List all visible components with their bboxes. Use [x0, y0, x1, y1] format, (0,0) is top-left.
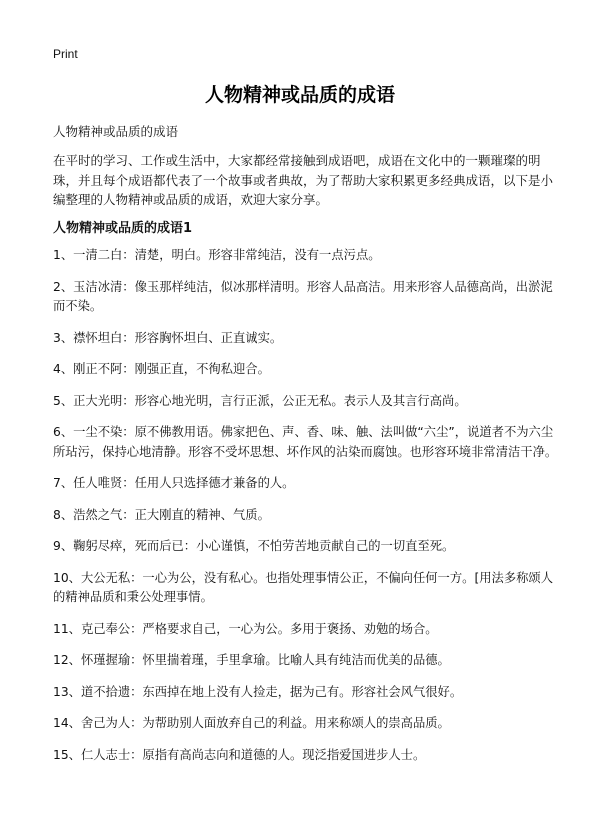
- idiom-entry-7: 7、任人唯贤：任用人只选择德才兼备的人。: [53, 476, 295, 490]
- idiom-entry-12: 12、怀瑾握瑜：怀里揣着瑾，手里拿瑜。比喻人具有纯洁而优美的品德。: [53, 653, 450, 667]
- idiom-entry-11: 11、克己奉公：严格要求自己，一心为公。多用于褒扬、劝勉的场合。: [53, 621, 438, 636]
- idiom-list: [53, 246, 558, 777]
- idiom-entry-1: 1、一清二白：清楚，明白。形容非常纯洁，没有一点污点。: [53, 248, 381, 262]
- page-title: 人物精神或品质的成语: [204, 84, 395, 106]
- idiom-entry-10: 10、大公无私：一心为公，没有私心。也指处理事情公正，不偏向任何一方。[用法多称颂人的精神品质和秉公处理事情。: [53, 570, 554, 604]
- article-subtitle: 人物精神或品质的成语: [53, 124, 179, 139]
- section-heading: 人物精神或品质的成语1: [53, 221, 193, 236]
- idiom-entry-14: 14、舍己为人：为帮助别人面放弃自己的利益。用来称颂人的崇高品质。: [53, 716, 450, 730]
- idiom-entry-8: 8、浩然之气：正大刚直的精神、气质。: [53, 507, 270, 522]
- idiom-entry-2: 2、玉洁冰清：像玉那样纯洁，似冰那样清明。形容人品高洁。用来形容人品德高尚，出淤泥而不染。: [53, 279, 553, 313]
- intro-paragraph: 在平时的学习、工作或生活中，大家都经常接触到成语吧，成语在文化中的一颗璀璨的明珠，并且每个成语都代表了一个故事或者典故，为了帮助大家积累更多经典成语，以下是小编整理的人物精神或品质的成语，欢迎大家分享。: [53, 153, 554, 207]
- idiom-entry-15: 15、仁人志士：原指有高尚志向和道德的人。现泛指爱国进步人士。: [53, 747, 426, 762]
- idiom-entry-6: 6、一尘不染：原不佛教用语。佛家把色、声、香、味、触、法叫做“六尘”，说道者不为六尘所玷污，保持心地清静。形容不受坏思想、坏作风的沾染而腐蚀。也形容环境非常清洁干净。: [53, 425, 558, 459]
- idiom-entry-3: 3、襟怀坦白：形容胸怀坦白、正直诚实。: [53, 330, 283, 345]
- idiom-entry-13: 13、道不拾遗：东西掉在地上没有人捡走，据为己有。形容社会风气很好。: [53, 684, 463, 699]
- print-link[interactable]: Print: [53, 47, 78, 61]
- idiom-entry-4: 4、刚正不阿：刚强正直，不徇私迎合。: [53, 362, 270, 376]
- idiom-entry-9: 9、鞠躬尽瘁，死而后已：小心谨慎，不怕劳苦地贡献自己的一切直至死。: [53, 539, 455, 553]
- idiom-entry-5: 5、正大光明：形容心地光明，言行正派，公正无私。表示人及其言行高尚。: [53, 393, 467, 408]
